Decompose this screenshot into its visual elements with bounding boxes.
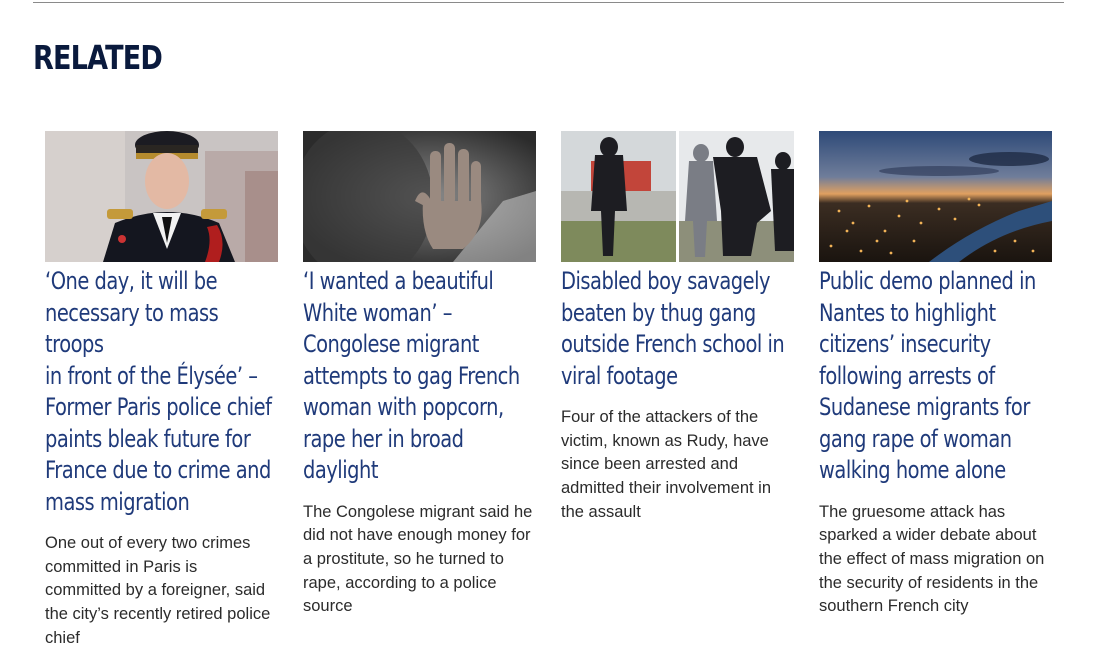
section-heading: RELATED — [33, 38, 163, 77]
related-article-card[interactable] — [303, 131, 536, 619]
article-summary: The gruesome attack has sparked a wider debate about the effect of mass migration on the security of residents in the southern French city — [819, 502, 1045, 616]
article-title-link[interactable]: Public demo planned in Nantes to highlight citizens’ insecurity following arrests of Sudanese migrants for gang rape of woman walking home alone — [819, 267, 1036, 484]
article-summary: The Congolese migrant said he did not have enough money for a prostitute, so he turned to rape, according to a police source — [303, 502, 533, 616]
article-title-link[interactable]: ‘I wanted a beautiful White woman’ – Congolese migrant attempts to gag French woman with popcorn, rape her in broad daylight — [303, 267, 520, 484]
article-title-link[interactable]: Disabled boy savagely beaten by thug gang outside French school in viral footage — [561, 267, 785, 390]
related-article-card[interactable] — [45, 131, 278, 651]
police-chief-portrait-image[interactable] — [45, 131, 278, 262]
article-summary: One out of every two crimes committed in Paris is committed by a foreigner, said the city’s recently retired police chief — [45, 534, 271, 647]
top-divider — [33, 2, 1064, 3]
raised-hand-image[interactable] — [303, 131, 536, 262]
related-article-card[interactable] — [561, 131, 794, 525]
article-title-link[interactable]: ‘One day, it will be necessary to mass troops in front of the Élysée’ – Former Paris police chief paints bleak future for France due to crime and mass migration — [45, 267, 272, 516]
city-night-skyline-image[interactable] — [819, 131, 1052, 262]
related-article-card[interactable] — [819, 131, 1052, 619]
article-summary: Four of the attackers of the victim, known as Rudy, have since been arrested and admitted their involvement in the assault — [561, 408, 772, 521]
street-fight-image[interactable] — [561, 131, 794, 262]
